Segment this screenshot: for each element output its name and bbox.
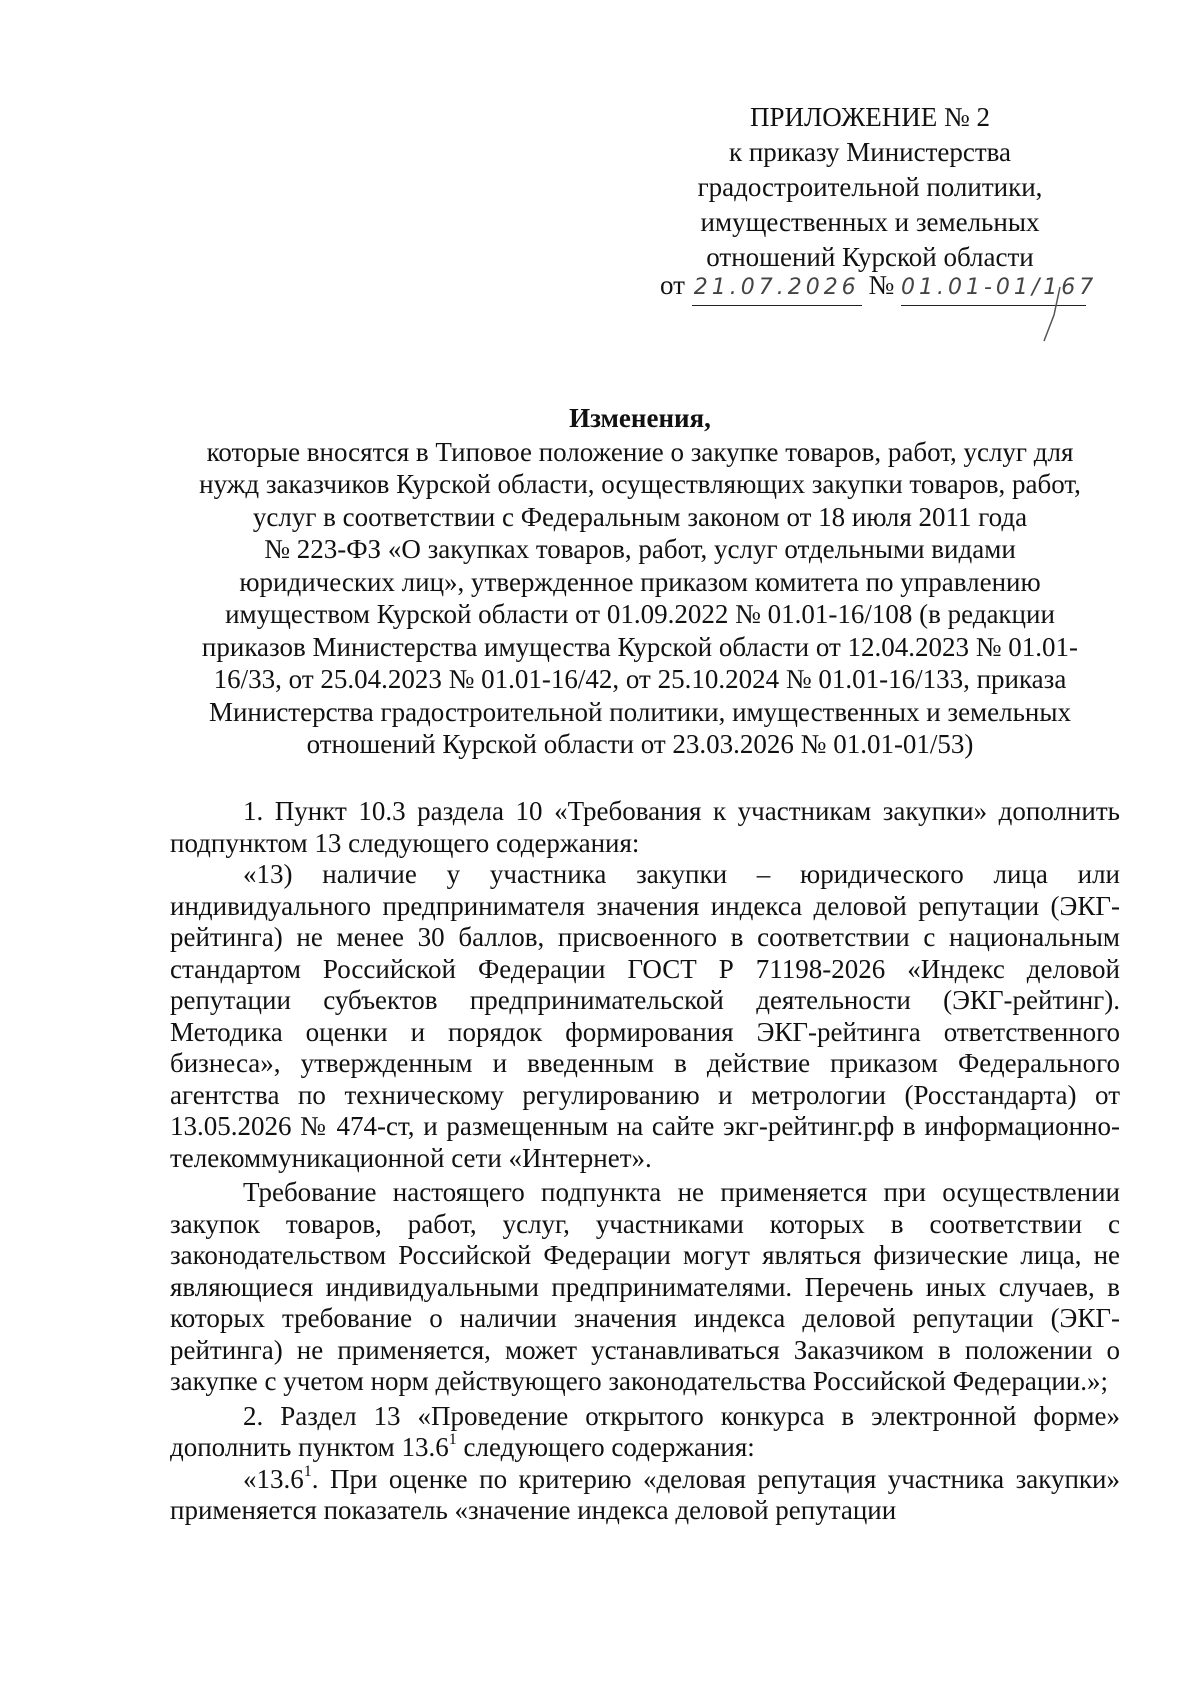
item-13-6-text: . При оценке по критерию «деловая репутация участника закупки» применяется показатель «значение индекса деловой репутации — [170, 1463, 1120, 1525]
number-label: № — [868, 270, 895, 300]
title-line: услуг в соответствии с Федеральным законом от 18 июля 2011 года — [252, 501, 1028, 532]
paragraph-item-1: 1. Пункт 10.3 раздела 10 «Требования к участникам закупки» дополнить подпунктом 13 следующего содержания: — [170, 796, 1120, 858]
item-2-text-end: следующего содержания: — [456, 1432, 755, 1462]
title-line: имуществом Курской области от 01.09.2022 № 01.01-16/108 (в редакции — [225, 599, 1055, 629]
title-line: приказов Министерства имущества Курской области от 12.04.2023 № 01.01- — [201, 631, 1079, 662]
title-line: юридических лиц», утвержденное приказом комитета по управлению — [239, 566, 1041, 597]
changes-title-block — [150, 402, 1130, 761]
superscript: 1 — [303, 1462, 312, 1480]
title-line: Министерства градостроительной политики, имущественных и земельных — [208, 696, 1072, 727]
handwritten-stroke-icon — [1030, 285, 1070, 345]
appendix-ministry-line: отношений Курской области — [706, 242, 1034, 272]
paragraph-item-2 — [170, 1401, 1120, 1464]
appendix-ministry-line: имущественных и земельных — [700, 207, 1040, 237]
item-2-text: 2. Раздел 13 «Проведение открытого конкурса в электронной форме» дополнить пунктом 13.6 — [170, 1400, 1120, 1462]
title-line: № 223-ФЗ «О закупках товаров, работ, услуг отдельными видами — [264, 534, 1016, 564]
title-line: которые вносятся в Типовое положение о закупке товаров, работ, услуг для — [206, 436, 1074, 467]
document-body — [170, 796, 1120, 1527]
appendix-title: ПРИЛОЖЕНИЕ № 2 — [749, 102, 991, 132]
item-13-6-start: «13.6 — [243, 1463, 304, 1494]
title-line: 16/33, от 25.04.2023 № 01.01-16/42, от 25.10.2024 № 01.01-16/133, приказа — [213, 664, 1067, 694]
handwritten-date: 21.07.2026 — [692, 270, 862, 306]
paragraph-exception: Требование настоящего подпункта не применяется при осуществлении закупок товаров, работ, услуг, участниками которых в соответствии с законодательством Российской Федерации могут являться физические лица, не являющиеся индивидуальными предпринимателями. Перечень иных случаев, в которых требование о наличии значения индекса деловой репутации (ЭКГ-рейтинга) не применяется, может устанавливаться Заказчиком в положении о закупке с учетом норм действующего законодательства Российской Федерации.»; — [170, 1177, 1120, 1396]
superscript: 1 — [448, 1431, 457, 1448]
appendix-ministry-line: градостроительной политики, — [697, 172, 1043, 202]
appendix-header — [660, 100, 1080, 275]
paragraph-item-13-6 — [170, 1464, 1120, 1527]
title-line: отношений Курской области от 23.03.2026 № 01.01-01/53) — [306, 729, 974, 759]
title-line: нужд заказчиков Курской области, осуществляющих закупки товаров, работ, — [199, 469, 1081, 499]
handwritten-number: 01.01-01/167 — [901, 270, 1086, 306]
changes-heading: Изменения, — [569, 403, 711, 433]
paragraph-subitem-13: «13) наличие у участника закупки – юридического лица или индивидуального предпринимателя значения индекса деловой репутации (ЭКГ-рейтинга) не менее 30 баллов, присвоенного в соответствии с национальным стандартом Российской Федерации ГОСТ Р 71198-2026 «Индекс деловой репутации субъектов предпринимательской деятельности (ЭКГ-рейтинг). Методика оценки и порядок формирования ЭКГ-рейтинга ответственного бизнеса», утвержденным и введенным в действие приказом Федерального агентства по техническому регулированию и метрологии (Росстандарта) от 13.05.2026 № 474-ст, и размещенным на сайте экг-рейтинг.рф в информационно-телекоммуникационной сети «Интернет». — [170, 859, 1120, 1173]
appendix-order-ref: к приказу Министерства — [728, 137, 1012, 167]
from-label: от — [660, 270, 685, 300]
